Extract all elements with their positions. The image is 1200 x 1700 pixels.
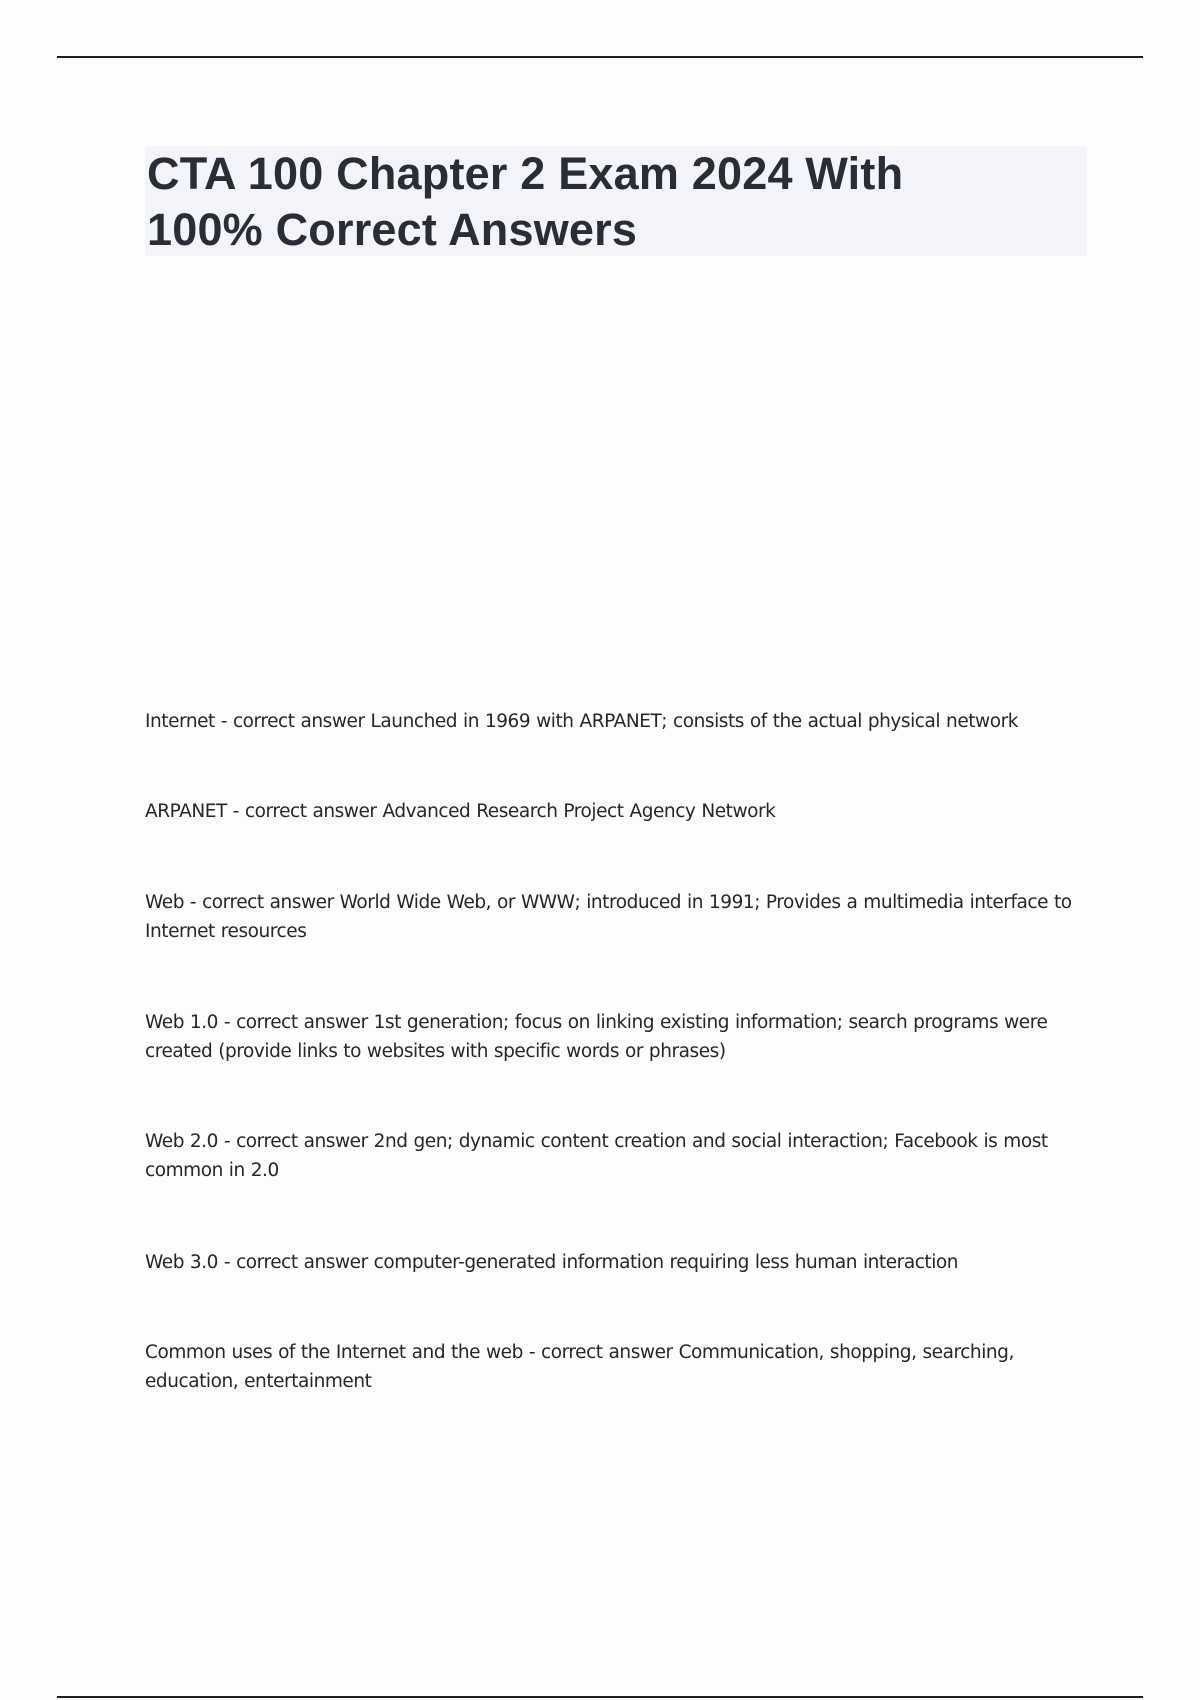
- title-line-1: CTA 100 Chapter 2 Exam 2024 With: [147, 148, 904, 199]
- qa-item-arpanet: ARPANET - correct answer Advanced Research Project Agency Network: [145, 801, 776, 822]
- qa-item-common-uses: Common uses of the Internet and the web - correct answer Communication, shopping, searching, education, entertainment: [145, 1342, 1014, 1392]
- document-title: [147, 146, 1087, 258]
- qa-item-internet: Internet - correct answer Launched in 1969 with ARPANET; consists of the actual physical network: [145, 711, 1019, 732]
- qa-item-web-3-0: Web 3.0 - correct answer computer-generated information requiring less human interaction: [145, 1252, 959, 1273]
- qa-item-web: Web - correct answer World Wide Web, or WWW; introduced in 1991; Provides a multimedia interface to Internet resources: [145, 892, 1072, 942]
- title-line-2: 100% Correct Answers: [147, 204, 638, 255]
- qa-item-web-2-0: Web 2.0 - correct answer 2nd gen; dynamic content creation and social interaction; Facebook is most common in 2.0: [145, 1131, 1048, 1181]
- title-block: [145, 146, 1087, 256]
- qa-item-web-1-0: Web 1.0 - correct answer 1st generation; focus on linking existing information; search programs were created (provide links to websites with specific words or phrases): [145, 1012, 1048, 1062]
- bottom-rule: [57, 1696, 1143, 1698]
- top-rule: [57, 56, 1143, 58]
